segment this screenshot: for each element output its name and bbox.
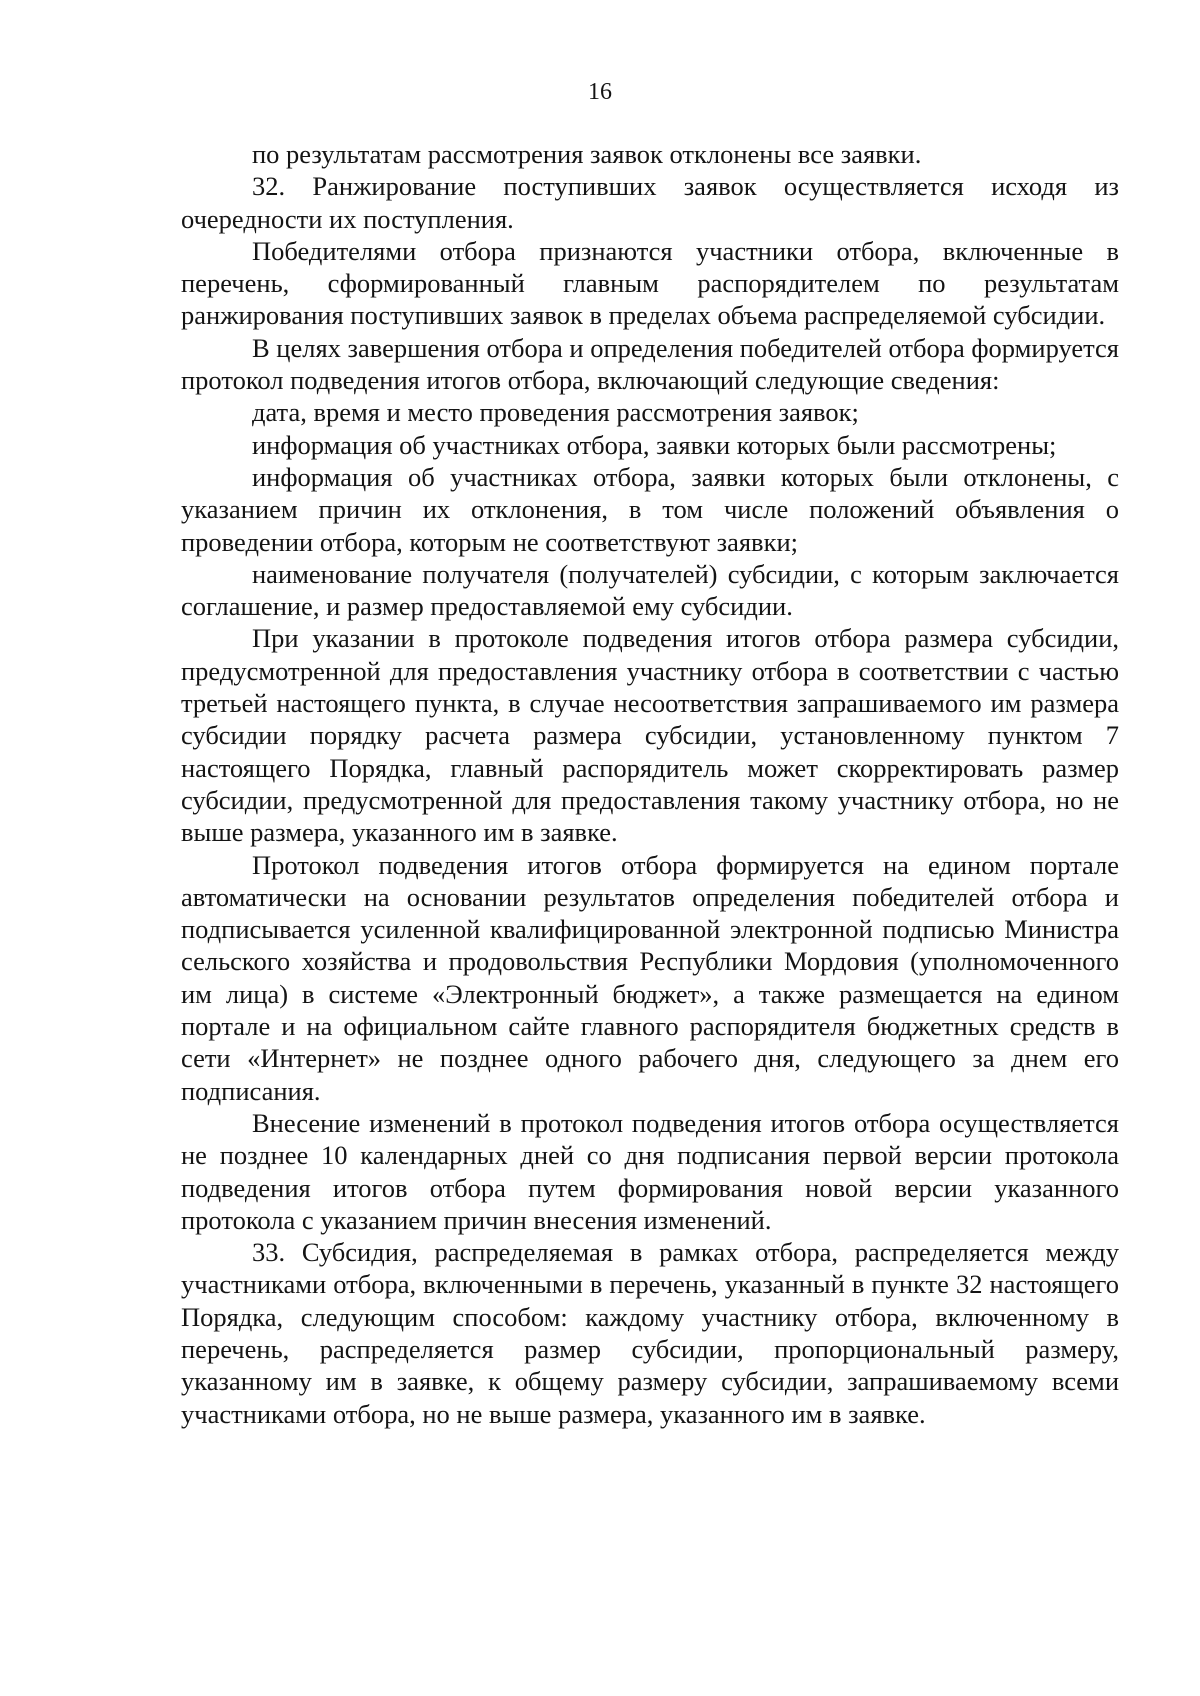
list-item-reviewed-participants: информация об участниках отбора, заявки которых были рассмотрены; bbox=[252, 429, 1057, 460]
paragraph-subsidy-correction: При указании в протоколе подведения итогов отбора размера субсидии, предусмотренной для предоставления участнику отбора в соответствии с частью третьей настоящего пункта, в случае несоответствия запрашиваемого им размера субсидии порядку расчета размера субсидии, установленному пунктом 7 настоящего Порядка, главный распорядитель может скорректировать размер субсидии, предусмотренной для предоставления такому участнику отбора, но не выше размера, указанного им в заявке. bbox=[181, 623, 1119, 848]
paragraph-clause-33: 33. Субсидия, распределяемая в рамках отбора, распределяется между участниками отбора, включенными в перечень, указанный в пункте 32 настоящего Порядка, следующим способом: каждому участнику отбора, включенному в перечень, распределяется размер субсидии, пропорциональный размеру, указанному им в заявке, к общему размеру субсидии, запрашиваемому всеми участниками отбора, но не выше размера, указанного им в заявке. bbox=[181, 1237, 1119, 1429]
paragraph-clause-32: 32. Ранжирование поступивших заявок осуществляется исходя из очередности их поступления. bbox=[181, 171, 1119, 234]
document-body bbox=[181, 138, 1119, 1430]
paragraph-winners: Победителями отбора признаются участники отбора, включенные в перечень, сформированный главным распорядителем по результатам ранжирования поступивших заявок в пределах объема распределяемой субсидии. bbox=[181, 235, 1119, 331]
list-item-date-time-place: дата, время и место проведения рассмотрения заявок; bbox=[252, 397, 859, 428]
paragraph-protocol-signing: Протокол подведения итогов отбора формируется на едином портале автоматически на основании результатов определения победителей отбора и подписывается усиленной квалифицированной электронной подписью Министра сельского хозяйства и продовольствия Республики Мордовия (уполномоченного им лица) в системе «Электронный бюджет», а также размещается на едином портале и на официальном сайте главного распорядителя бюджетных средств в сети «Интернет» не позднее одного рабочего дня, следующего за днем его подписания. bbox=[181, 849, 1119, 1106]
page-number: 16 bbox=[588, 79, 612, 105]
paragraph-continuation: по результатам рассмотрения заявок отклонены все заявки. bbox=[252, 139, 922, 169]
paragraph-protocol-contents: В целях завершения отбора и определения победителей отбора формируется протокол подведения итогов отбора, включающий следующие сведения: bbox=[181, 332, 1119, 396]
list-item-rejected-participants: информация об участниках отбора, заявки которых были отклонены, с указанием причин их отклонения, в том числе положений объявления о проведении отбора, которым не соответствуют заявки; bbox=[181, 461, 1119, 557]
paragraph-protocol-amendments: Внесение изменений в протокол подведения итогов отбора осуществляется не позднее 10 календарных дней со дня подписания первой версии протокола подведения итогов отбора путем формирования новой версии указанного протокола с указанием причин внесения изменений. bbox=[181, 1107, 1119, 1235]
list-item-recipient-name: наименование получателя (получателей) субсидии, с которым заключается соглашение, и размер предоставляемой ему субсидии. bbox=[181, 558, 1119, 622]
